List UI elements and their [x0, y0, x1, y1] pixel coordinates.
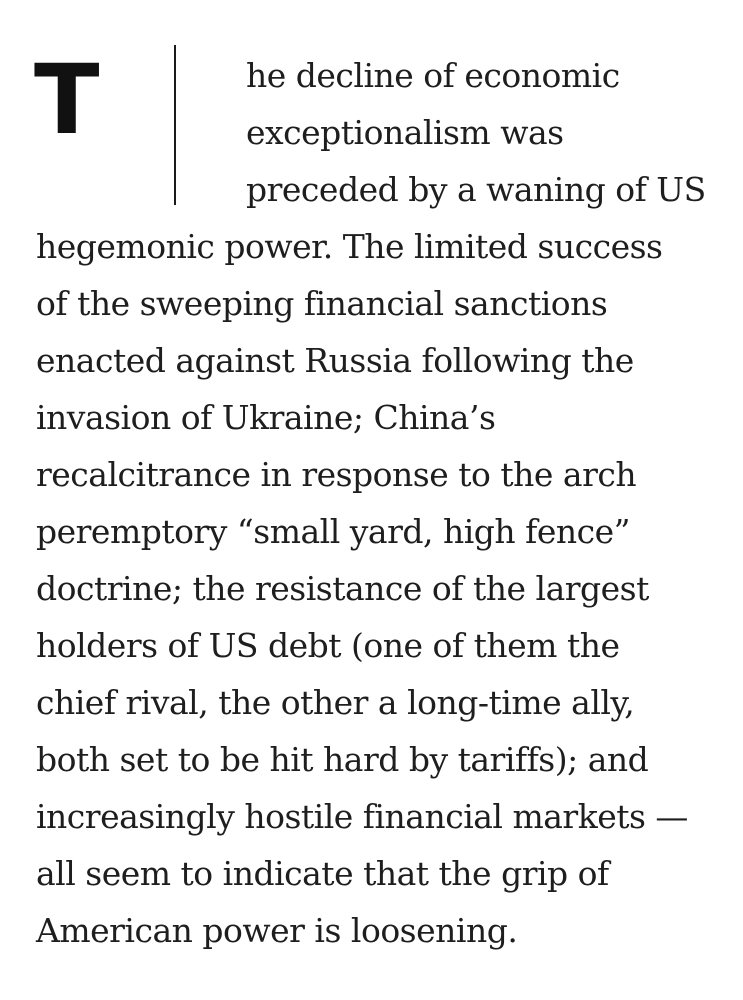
paragraph-line: preceded by a waning of US	[246, 170, 706, 209]
paragraph-line: hegemonic power. The limited success	[36, 227, 663, 266]
paragraph-line: American power is loosening.	[36, 911, 518, 950]
drop-cap: T	[34, 44, 100, 156]
paragraph-line: enacted against Russia following the	[36, 341, 634, 380]
paragraph-line: of the sweeping financial sanctions	[36, 284, 608, 323]
paragraph-line: exceptionalism was	[246, 113, 564, 152]
paragraph-line: peremptory “small yard, high fence”	[36, 512, 631, 551]
paragraph-line: recalcitrance in response to the arch	[36, 455, 637, 494]
paragraph-line: both set to be hit hard by tariffs); and	[36, 740, 649, 779]
paragraph-line: he decline of economic	[246, 56, 620, 95]
paragraph-line: invasion of Ukraine; China’s	[36, 398, 496, 437]
paragraph-line: holders of US debt (one of them the	[36, 626, 620, 665]
drop-cap-divider	[174, 45, 176, 205]
paragraph-line: all seem to indicate that the grip of	[36, 854, 609, 893]
paragraph-line: increasingly hostile financial markets —	[36, 797, 688, 836]
paragraph-line: doctrine; the resistance of the largest	[36, 569, 649, 608]
paragraph-line: chief rival, the other a long-time ally,	[36, 683, 635, 722]
